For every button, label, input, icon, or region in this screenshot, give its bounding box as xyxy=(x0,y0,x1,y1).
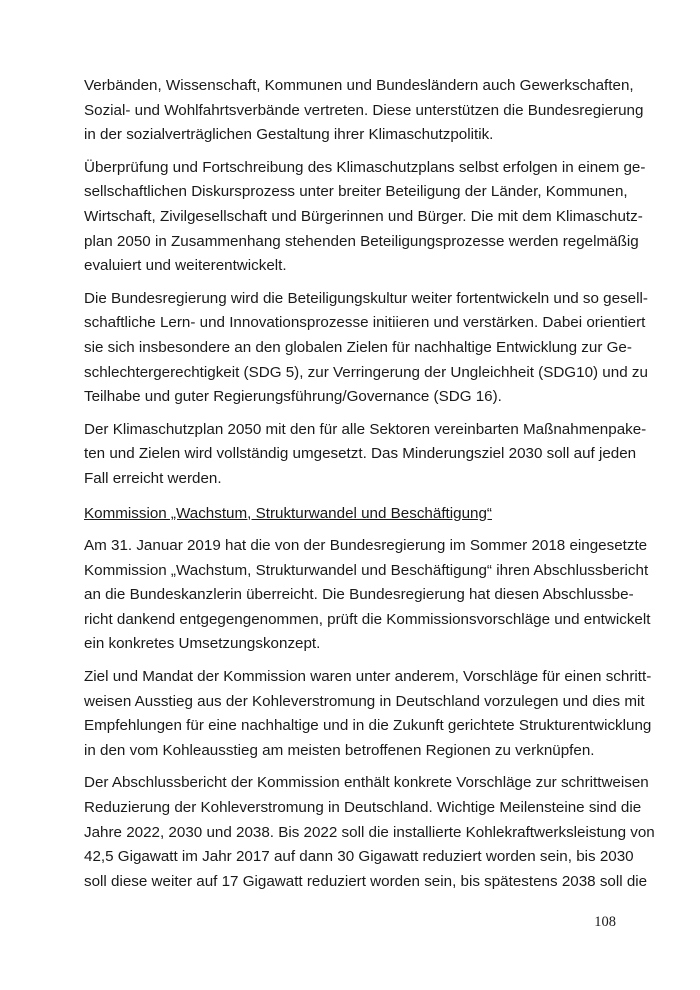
text-line: Empfehlungen für eine nachhaltige und in die Zukunft gerichtete Strukturentwicklung xyxy=(84,717,652,735)
text-line: ten und Zielen wird vollständig umgesetzt. Das Minderungsziel 2030 soll auf jeden xyxy=(84,445,637,463)
page-number: 108 xyxy=(594,914,616,930)
text-line: Der Klimaschutzplan 2050 mit den für alle Sektoren vereinbarten Maßnahmenpake- xyxy=(84,420,647,438)
text-line: sellschaftlichen Diskursprozess unter breiter Beteiligung der Länder, Kommunen, xyxy=(84,183,628,201)
paragraph-stakeholders xyxy=(84,74,644,148)
text-line: Kommission „Wachstum, Strukturwandel und Beschäftigung“ ihren Abschlussbericht xyxy=(84,561,649,579)
text-line: sie sich insbesondere an den globalen Zielen für nachhaltige Entwicklung zur Ge- xyxy=(84,338,632,356)
page-body xyxy=(84,74,655,902)
text-line: Teilhabe und guter Regierungsführung/Governance (SDG 16). xyxy=(84,388,502,406)
text-line: ein konkretes Umsetzungskonzept. xyxy=(84,635,321,653)
text-line: Reduzierung der Kohleverstromung in Deutschland. Wichtige Meilensteine sind die xyxy=(84,799,642,817)
text-line: in den vom Kohleausstieg am meisten betroffenen Regionen zu verknüpfen. xyxy=(84,741,595,759)
paragraph-review-process xyxy=(84,156,646,279)
paragraph-milestones xyxy=(84,771,655,894)
text-line: schlechtergerechtigkeit (SDG 5), zur Verringerung der Ungleichheit (SDG10) und zu xyxy=(84,363,648,381)
text-line: Ziel und Mandat der Kommission waren unter anderem, Vorschläge für einen schritt- xyxy=(84,668,652,686)
text-line: richt dankend entgegengenommen, prüft die Kommissionsvorschläge und entwickelt xyxy=(84,610,651,628)
paragraph-final-report xyxy=(84,534,651,657)
text-line: Überprüfung und Fortschreibung des Klimaschutzplans selbst erfolgen in einem ge- xyxy=(84,158,646,176)
text-line: evaluiert und weiterentwickelt. xyxy=(84,257,287,275)
text-line: schaftliche Lern- und Innovationsprozesse initiieren und verstärken. Dabei orientiert xyxy=(84,314,646,332)
text-line: Der Abschlussbericht der Kommission enthält konkrete Vorschläge zur schrittweisen xyxy=(84,774,649,792)
text-line: 42,5 Gigawatt im Jahr 2017 auf dann 30 Gigawatt reduziert worden sein, bis 2030 xyxy=(84,848,634,866)
text-line: Jahre 2022, 2030 und 2038. Bis 2022 soll die installierte Kohlekraftwerksleistung von xyxy=(84,823,655,841)
text-line: Verbänden, Wissenschaft, Kommunen und Bundesländern auch Gewerkschaften, xyxy=(84,77,634,94)
section-heading: Kommission „Wachstum, Strukturwandel und Beschäftigung“ xyxy=(84,504,492,522)
text-line: an die Bundeskanzlerin überreicht. Die Bundesregierung hat diesen Abschlussbe- xyxy=(84,586,634,604)
text-line: Wirtschaft, Zivilgesellschaft und Bürgerinnen und Bürger. Die mit dem Klimaschutz- xyxy=(84,207,643,225)
text-line: plan 2050 in Zusammenhang stehenden Beteiligungsprozesse werden regelmäßig xyxy=(84,232,639,250)
text-line: Am 31. Januar 2019 hat die von der Bundesregierung im Sommer 2018 eingesetzte xyxy=(84,537,648,555)
text-line: weisen Ausstieg aus der Kohleverstromung in Deutschland vorzulegen und dies mit xyxy=(84,692,645,710)
paragraph-climate-plan xyxy=(84,418,647,492)
paragraph-mandate xyxy=(84,665,652,763)
text-line: Sozial- und Wohlfahrtsverbände vertreten. Diese unterstützen die Bundesregierung xyxy=(84,101,644,119)
text-line: Die Bundesregierung wird die Beteiligungskultur weiter fortentwickeln und so gesell- xyxy=(84,289,648,307)
text-line: in der sozialverträglichen Gestaltung ihrer Klimaschutzpolitik. xyxy=(84,126,494,144)
text-line: soll diese weiter auf 17 Gigawatt reduziert worden sein, bis spätestens 2038 soll die xyxy=(84,872,648,890)
paragraph-participation-culture xyxy=(84,287,648,410)
text-line: Fall erreicht werden. xyxy=(84,469,222,487)
